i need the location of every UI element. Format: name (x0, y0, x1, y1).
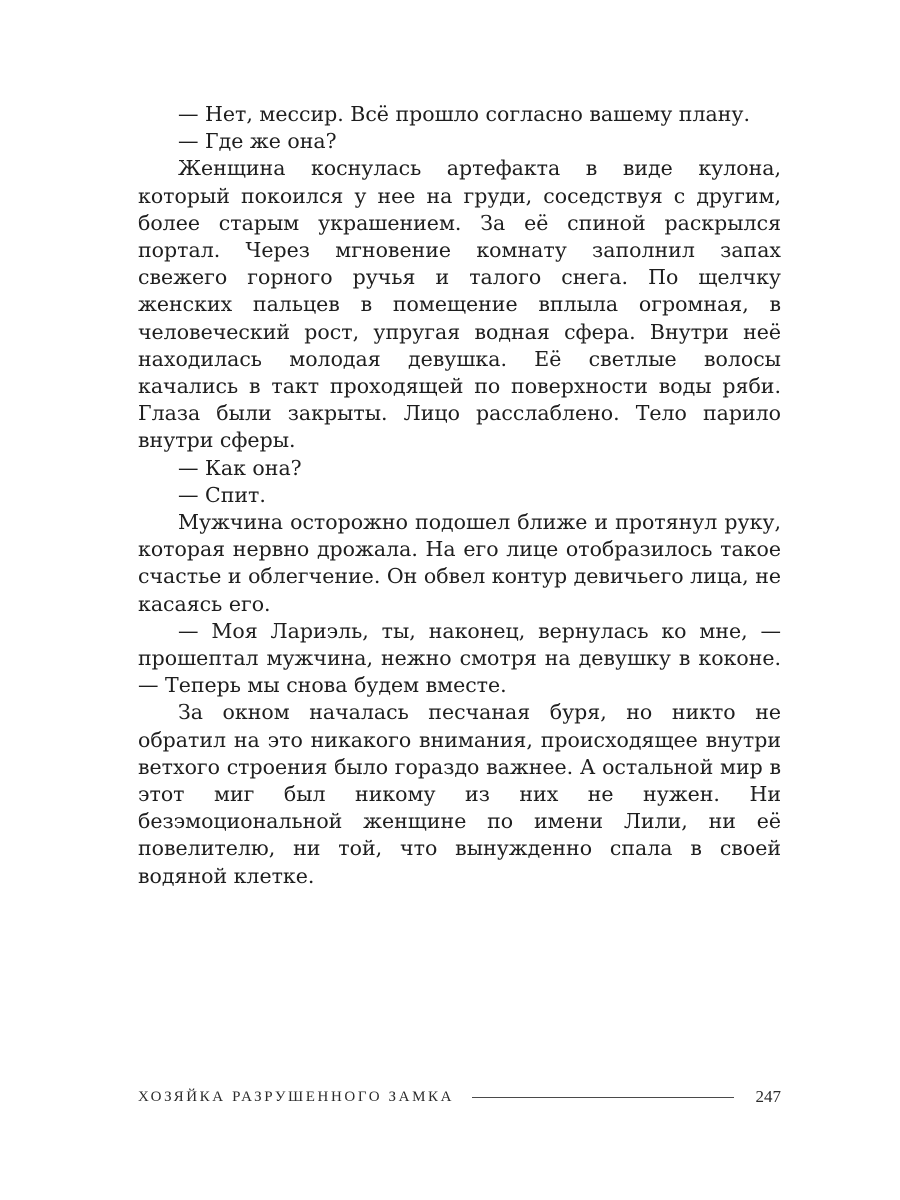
running-head: ХОЗЯЙКА РАЗРУШЕННОГО ЗАМКА (138, 1088, 455, 1105)
paragraph-7: — Моя Лариэль, ты, наконец, вернулась ко мне, — прошептал мужчина, нежно смотря на девушку в коконе. — Теперь мы снова будем вместе. (138, 618, 781, 698)
paragraph-3: Женщина коснулась артефакта в виде кулона, который покоился у нее на груди, соседствуя с другим, более старым украшением. За её спиной раскрылся портал. Через мгновение комнату заполнил запах свежего горного ручья и талого снега. По щелчку женских пальцев в помещение вплыла огромная, в человеческий рост, упругая водная сфера. Внутри неё находилась молодая девушка. Её светлые волосы качались в такт проходящей по поверхности воды ряби. Глаза были закрыты. Лицо расслаблено. Тело парило внутри сферы. (138, 156, 781, 453)
page-footer (138, 1085, 781, 1109)
paragraph-2: — Где же она? (178, 129, 337, 154)
page-number: 247 (755, 1087, 781, 1106)
body-text (138, 101, 781, 890)
footer-rule (472, 1097, 733, 1098)
paragraph-8: За окном началась песчаная буря, но никто не обратил на это никакого внимания, происходящее внутри ветхого строения было гораздо важнее. А остальной мир в этот миг был никому из них не нужен. Ни безэмоциональной женщине по имени Лили, ни её повелителю, ни той, что вынужденно спала в своей водяной клетке. (138, 700, 781, 888)
paragraph-1: — Нет, мессир. Всё прошло согласно вашему плану. (178, 102, 750, 126)
paragraph-4: — Как она? (178, 455, 302, 480)
paragraph-6: Мужчина осторожно подошел ближе и протянул руку, которая нервно дрожала. На его лице отобразилось такое счастье и облегчение. Он обвел контур девичьего лица, не касаясь его. (138, 510, 781, 616)
paragraph-5: — Спит. (178, 482, 266, 507)
